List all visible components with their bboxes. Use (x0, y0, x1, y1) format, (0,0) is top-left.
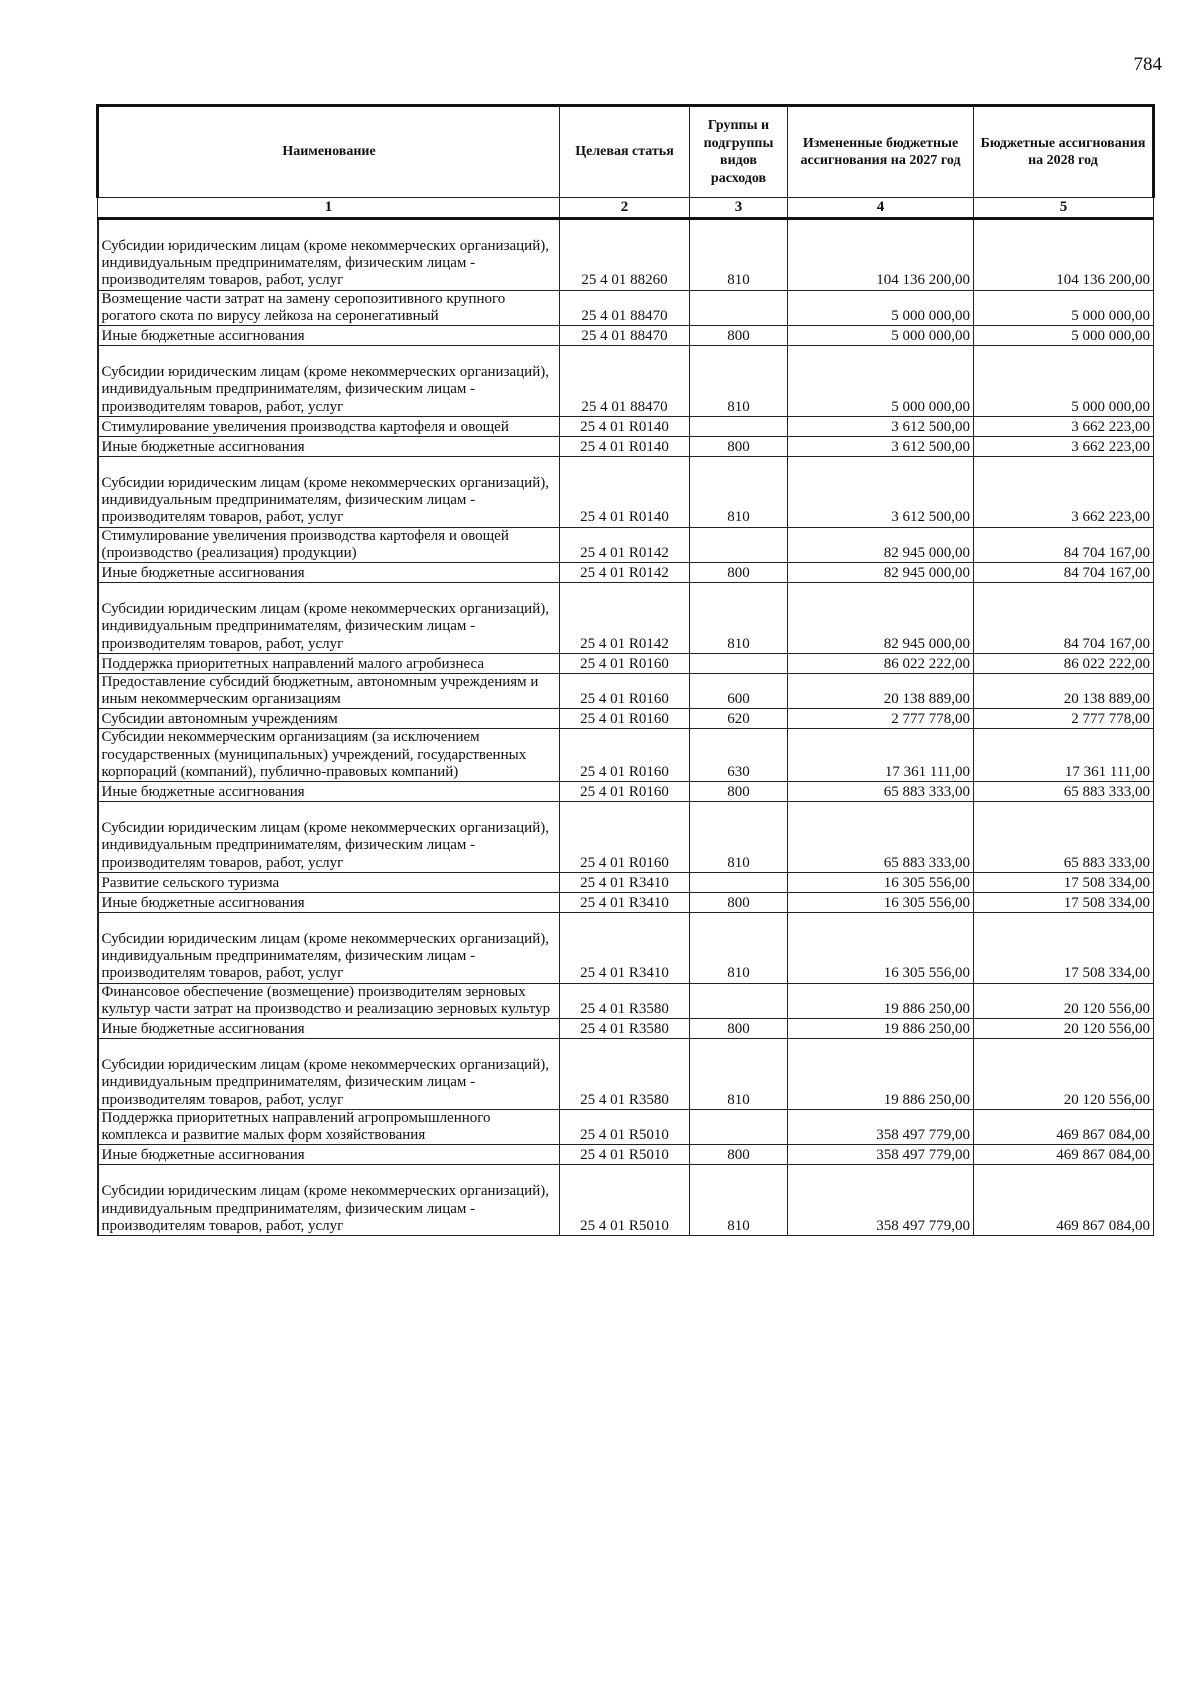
row-amount-2028-cell: 469 867 084,00 (974, 1165, 1154, 1236)
budget-table (96, 104, 1155, 1236)
row-amount-2027-cell: 2 777 778,00 (788, 709, 974, 729)
row-name-cell: Стимулирование увеличения производства картофеля и овощей (98, 416, 560, 436)
row-name-cell: Финансовое обеспечение (возмещение) производителям зерновых культур части затрат на производство и реализацию зерновых культур (98, 983, 560, 1019)
header-row (98, 106, 1154, 198)
row-expense-group-cell: 800 (690, 782, 788, 802)
row-name-cell: Стимулирование увеличения производства картофеля и овощей (производство (реализация) продукции) (98, 527, 560, 563)
row-amount-2028-cell: 2 777 778,00 (974, 709, 1154, 729)
row-target-article-cell: 25 4 01 R3410 (560, 912, 690, 983)
row-amount-2027-cell: 82 945 000,00 (788, 527, 974, 563)
table-row (98, 563, 1154, 583)
table-body (98, 218, 1154, 1235)
row-name-cell: Субсидии юридическим лицам (кроме некоммерческих организаций), индивидуальным предпринимателям, физическим лицам - производителям товаров, работ, услуг (98, 1165, 560, 1236)
header-name: Наименование (98, 106, 560, 198)
row-expense-group-cell (690, 290, 788, 326)
row-target-article-cell: 25 4 01 R0160 (560, 709, 690, 729)
table-row (98, 1039, 1154, 1110)
row-amount-2027-cell: 86 022 222,00 (788, 653, 974, 673)
row-target-article-cell: 25 4 01 R0160 (560, 729, 690, 782)
row-amount-2028-cell: 5 000 000,00 (974, 290, 1154, 326)
row-amount-2028-cell: 104 136 200,00 (974, 218, 1154, 290)
row-expense-group-cell: 800 (690, 1019, 788, 1039)
row-amount-2027-cell: 5 000 000,00 (788, 290, 974, 326)
row-target-article-cell: 25 4 01 R5010 (560, 1109, 690, 1145)
row-amount-2028-cell: 84 704 167,00 (974, 583, 1154, 654)
table-row (98, 346, 1154, 417)
row-target-article-cell: 25 4 01 R0142 (560, 583, 690, 654)
row-name-cell: Поддержка приоритетных направлений агропромышленного комплекса и развитие малых форм хозяйствования (98, 1109, 560, 1145)
row-amount-2028-cell: 17 508 334,00 (974, 892, 1154, 912)
row-target-article-cell: 25 4 01 R0160 (560, 653, 690, 673)
row-amount-2028-cell: 20 138 889,00 (974, 673, 1154, 709)
row-expense-group-cell: 800 (690, 1145, 788, 1165)
row-expense-group-cell: 810 (690, 802, 788, 873)
row-amount-2027-cell: 358 497 779,00 (788, 1145, 974, 1165)
row-amount-2027-cell: 16 305 556,00 (788, 912, 974, 983)
row-expense-group-cell: 810 (690, 346, 788, 417)
row-amount-2027-cell: 16 305 556,00 (788, 892, 974, 912)
table-row (98, 709, 1154, 729)
row-target-article-cell: 25 4 01 R0160 (560, 802, 690, 873)
header-allocations-2028: Бюджетные ассигнования на 2028 год (974, 106, 1154, 198)
row-amount-2028-cell: 3 662 223,00 (974, 416, 1154, 436)
row-target-article-cell: 25 4 01 R3410 (560, 892, 690, 912)
row-name-cell: Иные бюджетные ассигнования (98, 782, 560, 802)
table-row (98, 326, 1154, 346)
column-number: 2 (560, 198, 690, 219)
table-row (98, 1019, 1154, 1039)
table-row (98, 729, 1154, 782)
row-expense-group-cell: 810 (690, 1165, 788, 1236)
table-row (98, 456, 1154, 527)
row-amount-2028-cell: 469 867 084,00 (974, 1145, 1154, 1165)
row-amount-2028-cell: 5 000 000,00 (974, 326, 1154, 346)
row-name-cell: Возмещение части затрат на замену серопозитивного крупного рогатого скота по вирусу лейкоза на серонегативный (98, 290, 560, 326)
row-expense-group-cell (690, 527, 788, 563)
row-expense-group-cell: 800 (690, 326, 788, 346)
row-target-article-cell: 25 4 01 R3580 (560, 1019, 690, 1039)
row-expense-group-cell: 620 (690, 709, 788, 729)
row-amount-2027-cell: 65 883 333,00 (788, 782, 974, 802)
table-row (98, 872, 1154, 892)
row-amount-2027-cell: 5 000 000,00 (788, 346, 974, 417)
row-expense-group-cell (690, 872, 788, 892)
header-expense-groups: Группы и подгруппы видов расходов (690, 106, 788, 198)
column-number: 1 (98, 198, 560, 219)
row-target-article-cell: 25 4 01 R0140 (560, 456, 690, 527)
row-expense-group-cell: 800 (690, 563, 788, 583)
row-name-cell: Иные бюджетные ассигнования (98, 1145, 560, 1165)
table-row (98, 912, 1154, 983)
row-target-article-cell: 25 4 01 R0160 (560, 673, 690, 709)
row-expense-group-cell: 600 (690, 673, 788, 709)
row-name-cell: Поддержка приоритетных направлений малого агробизнеса (98, 653, 560, 673)
row-name-cell: Субсидии некоммерческим организациям (за исключением государственных (муниципальных) учреждений, государственных корпораций (компаний), публично-правовых компаний) (98, 729, 560, 782)
row-amount-2028-cell: 17 361 111,00 (974, 729, 1154, 782)
table-row (98, 527, 1154, 563)
row-name-cell: Развитие сельского туризма (98, 872, 560, 892)
row-amount-2027-cell: 19 886 250,00 (788, 1019, 974, 1039)
row-amount-2027-cell: 104 136 200,00 (788, 218, 974, 290)
column-number: 4 (788, 198, 974, 219)
column-number-row (98, 198, 1154, 219)
row-amount-2027-cell: 5 000 000,00 (788, 326, 974, 346)
row-expense-group-cell: 800 (690, 436, 788, 456)
row-target-article-cell: 25 4 01 R3410 (560, 872, 690, 892)
row-expense-group-cell: 810 (690, 912, 788, 983)
header-allocations-2027: Измененные бюджетные ассигнования на 2027 год (788, 106, 974, 198)
table-row (98, 673, 1154, 709)
row-name-cell: Субсидии юридическим лицам (кроме некоммерческих организаций), индивидуальным предпринимателям, физическим лицам - производителям товаров, работ, услуг (98, 346, 560, 417)
row-name-cell: Субсидии юридическим лицам (кроме некоммерческих организаций), индивидуальным предпринимателям, физическим лицам - производителям товаров, работ, услуг (98, 456, 560, 527)
table-row (98, 983, 1154, 1019)
table-row (98, 416, 1154, 436)
row-name-cell: Субсидии юридическим лицам (кроме некоммерческих организаций), индивидуальным предпринимателям, физическим лицам - производителям товаров, работ, услуг (98, 912, 560, 983)
row-target-article-cell: 25 4 01 88260 (560, 218, 690, 290)
row-amount-2027-cell: 16 305 556,00 (788, 872, 974, 892)
row-expense-group-cell: 810 (690, 456, 788, 527)
row-amount-2027-cell: 358 497 779,00 (788, 1165, 974, 1236)
row-amount-2027-cell: 19 886 250,00 (788, 983, 974, 1019)
row-amount-2028-cell: 469 867 084,00 (974, 1109, 1154, 1145)
table-row (98, 436, 1154, 456)
row-target-article-cell: 25 4 01 88470 (560, 326, 690, 346)
table-row (98, 1145, 1154, 1165)
row-expense-group-cell (690, 416, 788, 436)
row-amount-2028-cell: 20 120 556,00 (974, 1019, 1154, 1039)
row-amount-2028-cell: 17 508 334,00 (974, 872, 1154, 892)
row-target-article-cell: 25 4 01 R5010 (560, 1165, 690, 1236)
row-name-cell: Субсидии юридическим лицам (кроме некоммерческих организаций), индивидуальным предпринимателям, физическим лицам - производителям товаров, работ, услуг (98, 802, 560, 873)
row-expense-group-cell: 810 (690, 583, 788, 654)
row-amount-2028-cell: 5 000 000,00 (974, 346, 1154, 417)
row-name-cell: Иные бюджетные ассигнования (98, 436, 560, 456)
row-amount-2027-cell: 65 883 333,00 (788, 802, 974, 873)
row-amount-2027-cell: 3 612 500,00 (788, 456, 974, 527)
row-expense-group-cell: 810 (690, 218, 788, 290)
row-name-cell: Субсидии юридическим лицам (кроме некоммерческих организаций), индивидуальным предпринимателям, физическим лицам - производителям товаров, работ, услуг (98, 583, 560, 654)
row-amount-2028-cell: 20 120 556,00 (974, 1039, 1154, 1110)
row-name-cell: Иные бюджетные ассигнования (98, 1019, 560, 1039)
row-amount-2027-cell: 358 497 779,00 (788, 1109, 974, 1145)
row-target-article-cell: 25 4 01 88470 (560, 290, 690, 326)
table-row (98, 218, 1154, 290)
table-row (98, 802, 1154, 873)
table-row (98, 1165, 1154, 1236)
row-amount-2027-cell: 3 612 500,00 (788, 436, 974, 456)
row-amount-2028-cell: 84 704 167,00 (974, 527, 1154, 563)
row-amount-2028-cell: 17 508 334,00 (974, 912, 1154, 983)
row-amount-2027-cell: 19 886 250,00 (788, 1039, 974, 1110)
row-target-article-cell: 25 4 01 R0140 (560, 436, 690, 456)
row-amount-2027-cell: 20 138 889,00 (788, 673, 974, 709)
table-row (98, 653, 1154, 673)
page-number: 784 (1133, 54, 1162, 75)
row-name-cell: Иные бюджетные ассигнования (98, 326, 560, 346)
table-row (98, 583, 1154, 654)
row-name-cell: Субсидии юридическим лицам (кроме некоммерческих организаций), индивидуальным предпринимателям, физическим лицам - производителям товаров, работ, услуг (98, 218, 560, 290)
row-amount-2028-cell: 3 662 223,00 (974, 456, 1154, 527)
row-target-article-cell: 25 4 01 R0140 (560, 416, 690, 436)
column-number: 5 (974, 198, 1154, 219)
table-row (98, 290, 1154, 326)
row-amount-2027-cell: 17 361 111,00 (788, 729, 974, 782)
row-target-article-cell: 25 4 01 R0142 (560, 527, 690, 563)
table-row (98, 1109, 1154, 1145)
row-target-article-cell: 25 4 01 R5010 (560, 1145, 690, 1165)
header-target-article: Целевая статья (560, 106, 690, 198)
row-target-article-cell: 25 4 01 88470 (560, 346, 690, 417)
row-name-cell: Иные бюджетные ассигнования (98, 563, 560, 583)
row-amount-2028-cell: 20 120 556,00 (974, 983, 1154, 1019)
row-amount-2028-cell: 65 883 333,00 (974, 802, 1154, 873)
table-row (98, 782, 1154, 802)
row-expense-group-cell: 800 (690, 892, 788, 912)
row-name-cell: Субсидии автономным учреждениям (98, 709, 560, 729)
row-amount-2027-cell: 3 612 500,00 (788, 416, 974, 436)
row-target-article-cell: 25 4 01 R0142 (560, 563, 690, 583)
row-amount-2027-cell: 82 945 000,00 (788, 583, 974, 654)
row-amount-2028-cell: 86 022 222,00 (974, 653, 1154, 673)
table-row (98, 892, 1154, 912)
row-expense-group-cell (690, 653, 788, 673)
column-number: 3 (690, 198, 788, 219)
row-target-article-cell: 25 4 01 R3580 (560, 1039, 690, 1110)
row-amount-2028-cell: 3 662 223,00 (974, 436, 1154, 456)
row-name-cell: Иные бюджетные ассигнования (98, 892, 560, 912)
row-expense-group-cell: 630 (690, 729, 788, 782)
row-amount-2027-cell: 82 945 000,00 (788, 563, 974, 583)
row-expense-group-cell (690, 983, 788, 1019)
row-target-article-cell: 25 4 01 R3580 (560, 983, 690, 1019)
row-amount-2028-cell: 65 883 333,00 (974, 782, 1154, 802)
row-name-cell: Субсидии юридическим лицам (кроме некоммерческих организаций), индивидуальным предпринимателям, физическим лицам - производителям товаров, работ, услуг (98, 1039, 560, 1110)
row-target-article-cell: 25 4 01 R0160 (560, 782, 690, 802)
row-expense-group-cell: 810 (690, 1039, 788, 1110)
row-name-cell: Предоставление субсидий бюджетным, автономным учреждениям и иным некоммерческим организациям (98, 673, 560, 709)
row-amount-2028-cell: 84 704 167,00 (974, 563, 1154, 583)
row-expense-group-cell (690, 1109, 788, 1145)
